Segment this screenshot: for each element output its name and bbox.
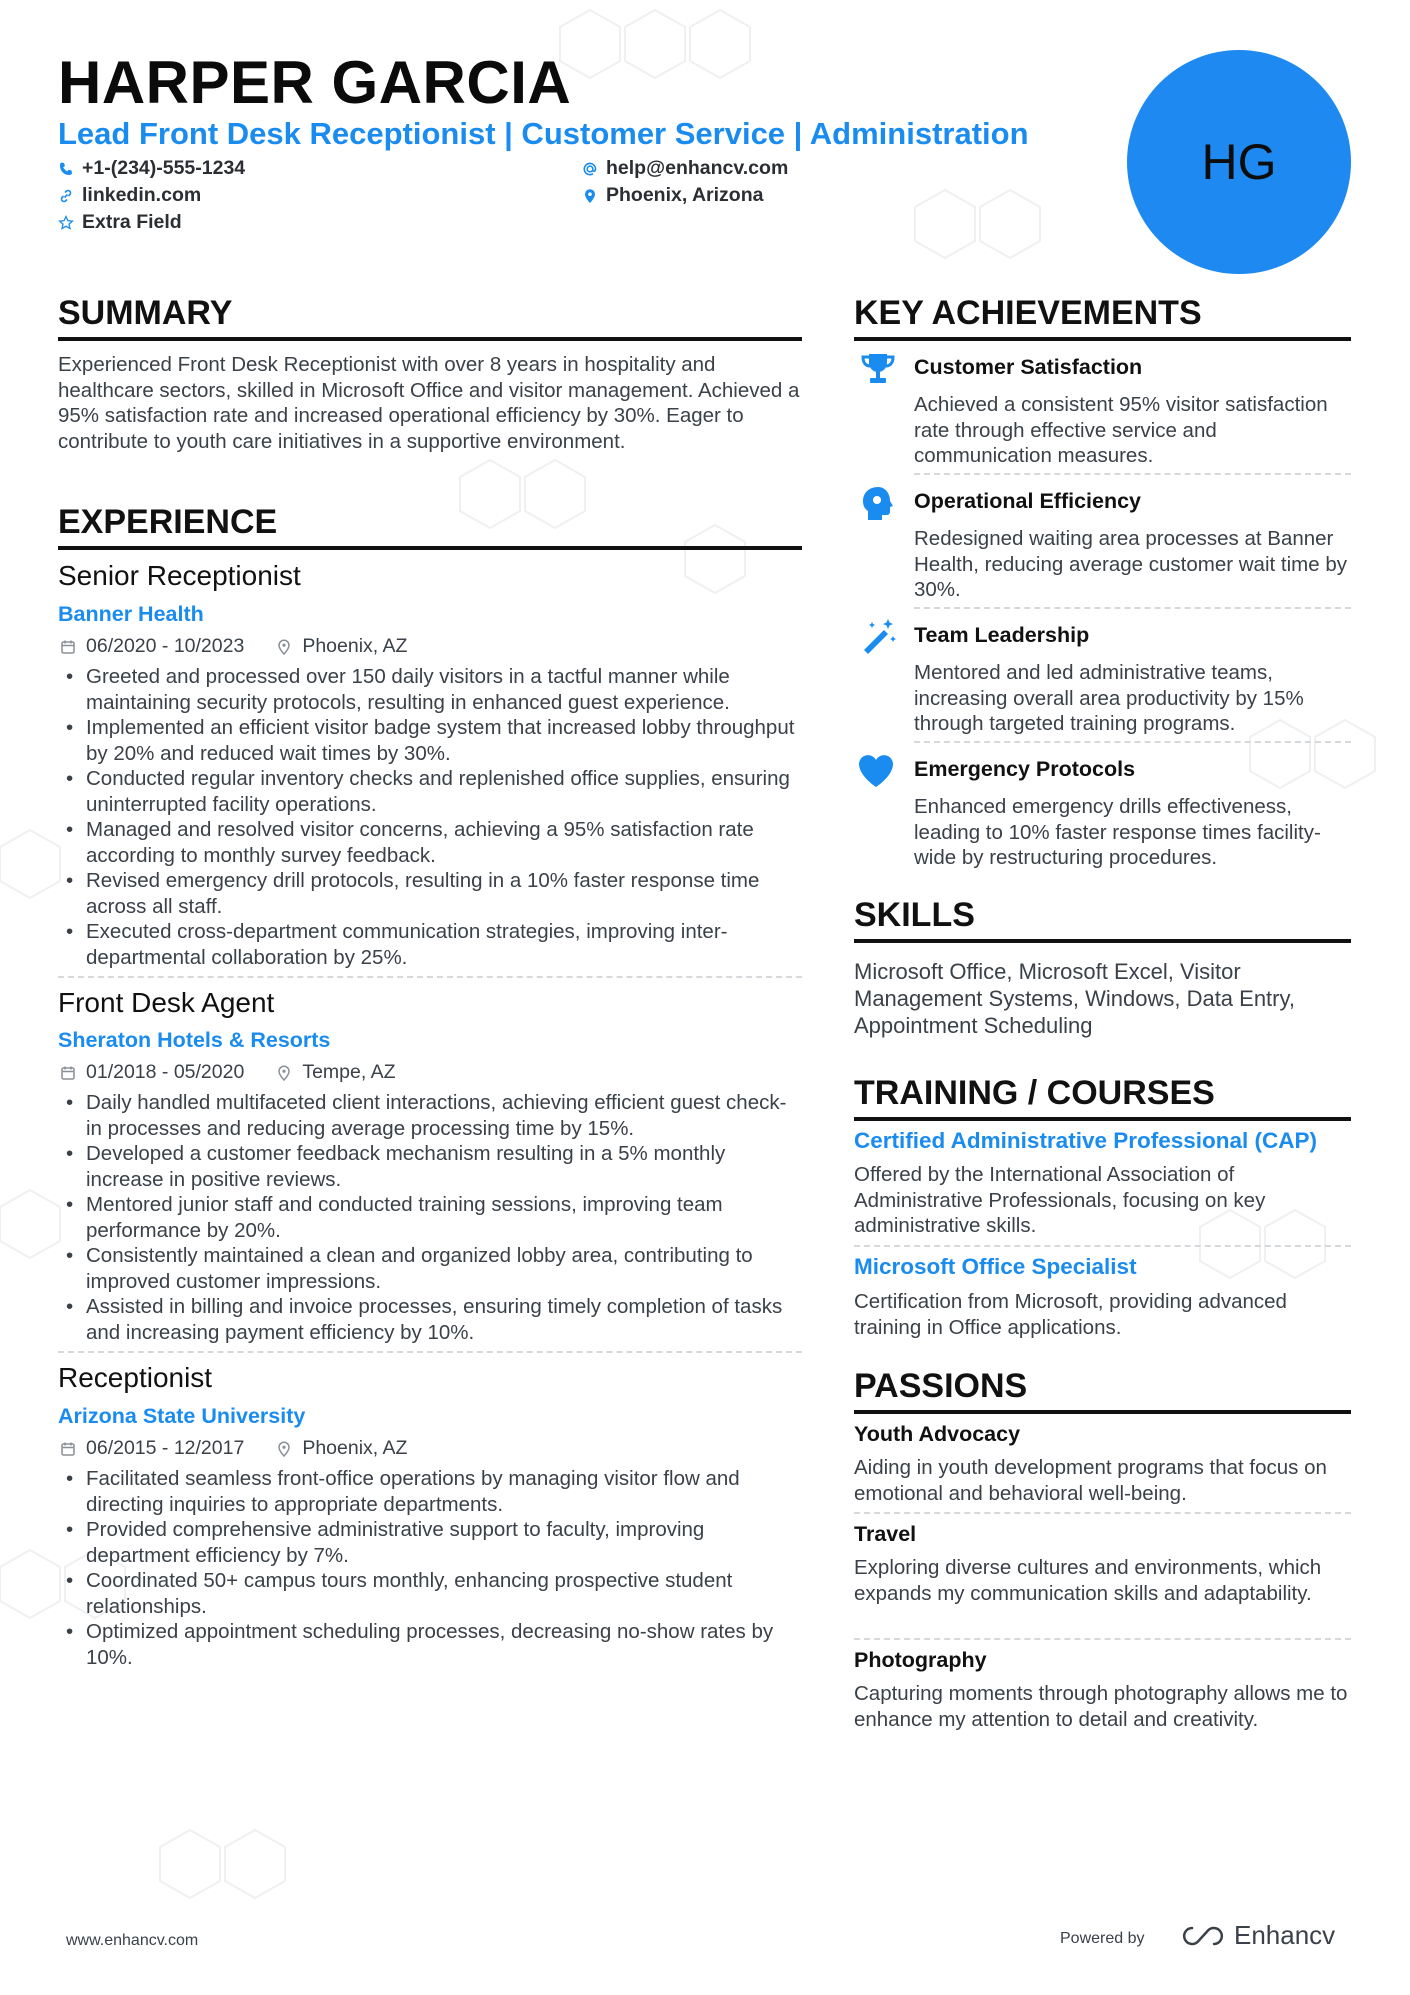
skills-text: Microsoft Office, Microsoft Excel, Visitor Management Systems, Windows, Data Entry, Appointment Scheduling: [854, 959, 1295, 1038]
phone-text: +1-(234)-555-1234: [82, 157, 246, 179]
divider: [854, 1245, 1351, 1247]
head-icon: [858, 484, 898, 524]
list-item: • Mentored junior staff and conducted training sessions, improving team performance by 20%.: [58, 1192, 802, 1243]
job-dates: 01/2018 - 05/2020: [86, 1061, 245, 1083]
location-contact: [582, 184, 763, 207]
list-item: • Developed a customer feedback mechanism resulting in a 5% monthly increase in positive reviews.: [58, 1141, 802, 1192]
headline: Lead Front Desk Receptionist | Customer Service | Administration: [58, 116, 1029, 151]
divider: [854, 1638, 1351, 1640]
list-item: • Assisted in billing and invoice processes, ensuring timely completion of tasks and increasing payment efficiency by 10%.: [58, 1294, 802, 1345]
list-item: • Daily handled multifaceted client interactions, achieving efficient guest check-in processes and reducing average processing time by 15%.: [58, 1090, 802, 1141]
job-company: Arizona State University: [58, 1404, 306, 1428]
passion-title: Youth Advocacy: [854, 1422, 1021, 1446]
location-text: Phoenix, Arizona: [606, 184, 764, 206]
experience-heading: EXPERIENCE: [58, 503, 802, 550]
passion-desc: Exploring diverse cultures and environments, which expands my communication skills and adaptability.: [854, 1556, 1322, 1605]
map-pin-icon: [276, 639, 292, 655]
course-title: Microsoft Office Specialist: [854, 1254, 1137, 1279]
achievement-desc: Redesigned waiting area processes at Banner Health, reducing average customer wait time by 30%.: [914, 527, 1347, 601]
list-item: • Optimized appointment scheduling processes, decreasing no-show rates by 10%.: [58, 1619, 802, 1670]
map-pin-icon: [582, 188, 598, 204]
divider: [914, 607, 1351, 609]
job-bullets: [58, 664, 802, 970]
course-desc: Certification from Microsoft, providing advanced training in Office applications.: [854, 1290, 1287, 1339]
course-desc: Offered by the International Association of Administrative Professionals, focusing on key administrative skills.: [854, 1163, 1266, 1237]
list-item: • Facilitated seamless front-office operations by managing visitor flow and directing inquiries to appropriate departments.: [58, 1466, 802, 1517]
linkedin-contact: [58, 184, 201, 207]
linkedin-text[interactable]: linkedin.com: [82, 184, 202, 206]
list-item: • Provided comprehensive administrative support to faculty, improving department efficiency by 7%.: [58, 1517, 802, 1568]
training-heading: TRAINING / COURSES: [854, 1074, 1351, 1121]
job-company: Banner Health: [58, 602, 204, 626]
email-text[interactable]: help@enhancv.com: [606, 157, 789, 179]
candidate-name: HARPER GARCIA: [58, 49, 572, 116]
trophy-icon: [858, 350, 898, 390]
course-title: Certified Administrative Professional (CAP): [854, 1128, 1318, 1153]
achievement-title: Operational Efficiency: [914, 489, 1142, 513]
list-item: • Conducted regular inventory checks and replenished office supplies, ensuring uninterrupted facility operations.: [58, 766, 802, 817]
passion-title: Photography: [854, 1648, 987, 1672]
list-item: • Revised emergency drill protocols, resulting in a 10% faster response time across all staff.: [58, 868, 802, 919]
calendar-icon: [60, 639, 76, 655]
star-icon: [58, 215, 74, 231]
job-bullets: [58, 1466, 802, 1670]
phone-contact: [58, 157, 245, 180]
list-item: • Coordinated 50+ campus tours monthly, enhancing prospective student relationships.: [58, 1568, 802, 1619]
job-role: Senior Receptionist: [58, 560, 301, 591]
achievement-desc: Achieved a consistent 95% visitor satisfaction rate through effective service and communication measures.: [914, 393, 1328, 467]
divider: [914, 741, 1351, 743]
job-role: Front Desk Agent: [58, 987, 275, 1018]
passion-desc: Aiding in youth development programs that focus on emotional and behavioral well-being.: [854, 1456, 1327, 1505]
divider: [58, 1351, 802, 1353]
heart-icon: [856, 751, 896, 791]
powered-by-label: Powered by: [1060, 1930, 1145, 1947]
phone-icon: [58, 161, 74, 177]
calendar-icon: [60, 1065, 76, 1081]
email-contact: [582, 157, 788, 180]
job-location: Phoenix, AZ: [302, 635, 408, 657]
summary-heading: SUMMARY: [58, 294, 802, 341]
at-icon: [582, 161, 598, 177]
divider: [854, 1512, 1351, 1514]
enhancv-logo-icon: [1180, 1924, 1226, 1948]
list-item: • Consistently maintained a clean and organized lobby area, contributing to improved customer impressions.: [58, 1243, 802, 1294]
achievement-title: Emergency Protocols: [914, 757, 1136, 781]
map-pin-icon: [276, 1065, 292, 1081]
list-item: • Executed cross-department communication strategies, improving inter-departmental collaboration by 25%.: [58, 919, 802, 970]
achievement-title: Team Leadership: [914, 623, 1090, 647]
extra-field: [58, 211, 182, 234]
skills-heading: SKILLS: [854, 896, 1351, 943]
achievement-desc: Enhanced emergency drills effectiveness, leading to 10% faster response times facility-wide by restructuring procedures.: [914, 795, 1321, 869]
job-company: Sheraton Hotels & Resorts: [58, 1028, 331, 1052]
job-meta: [60, 1061, 396, 1084]
job-dates: 06/2015 - 12/2017: [86, 1437, 245, 1459]
passions-heading: PASSIONS: [854, 1367, 1351, 1414]
footer-url[interactable]: www.enhancv.com: [66, 1932, 199, 1949]
summary-text: Experienced Front Desk Receptionist with over 8 years in hospitality and healthcare sectors, skilled in Microsoft Office and visitor management. Achieved a 95% satisfaction rate and increased operational efficiency by 30%. Eager to contribute to youth care initiatives in a supportive environment.: [58, 353, 800, 453]
brand-name: Enhancv: [1234, 1920, 1336, 1950]
job-location: Tempe, AZ: [302, 1061, 396, 1083]
list-item: • Managed and resolved visitor concerns, achieving a 95% satisfaction rate according to monthly survey feedback.: [58, 817, 802, 868]
divider: [58, 976, 802, 978]
magic-wand-icon: [858, 616, 898, 656]
job-meta: [60, 1437, 407, 1460]
avatar: HG: [1127, 50, 1351, 274]
job-dates: 06/2020 - 10/2023: [86, 635, 245, 657]
list-item: • Greeted and processed over 150 daily visitors in a tactful manner while maintaining security protocols, resulting in enhanced guest experience.: [58, 664, 802, 715]
achievement-title: Customer Satisfaction: [914, 355, 1143, 379]
map-pin-icon: [276, 1441, 292, 1457]
calendar-icon: [60, 1441, 76, 1457]
job-location: Phoenix, AZ: [302, 1437, 408, 1459]
job-role: Receptionist: [58, 1362, 213, 1393]
achievements-heading: KEY ACHIEVEMENTS: [854, 294, 1351, 341]
passion-desc: Capturing moments through photography allows me to enhance my attention to detail and creativity.: [854, 1682, 1348, 1731]
extra-field-text: Extra Field: [82, 211, 182, 233]
job-bullets: [58, 1090, 802, 1345]
achievement-desc: Mentored and led administrative teams, increasing overall area productivity by 15% through targeted training programs.: [914, 661, 1304, 735]
list-item: • Implemented an efficient visitor badge system that increased lobby throughput by 20% and reduced wait times by 30%.: [58, 715, 802, 766]
passion-title: Travel: [854, 1522, 917, 1546]
link-icon: [58, 188, 74, 204]
enhancv-logo[interactable]: [1180, 1920, 1335, 1951]
job-meta: [60, 635, 407, 658]
divider: [914, 473, 1351, 475]
